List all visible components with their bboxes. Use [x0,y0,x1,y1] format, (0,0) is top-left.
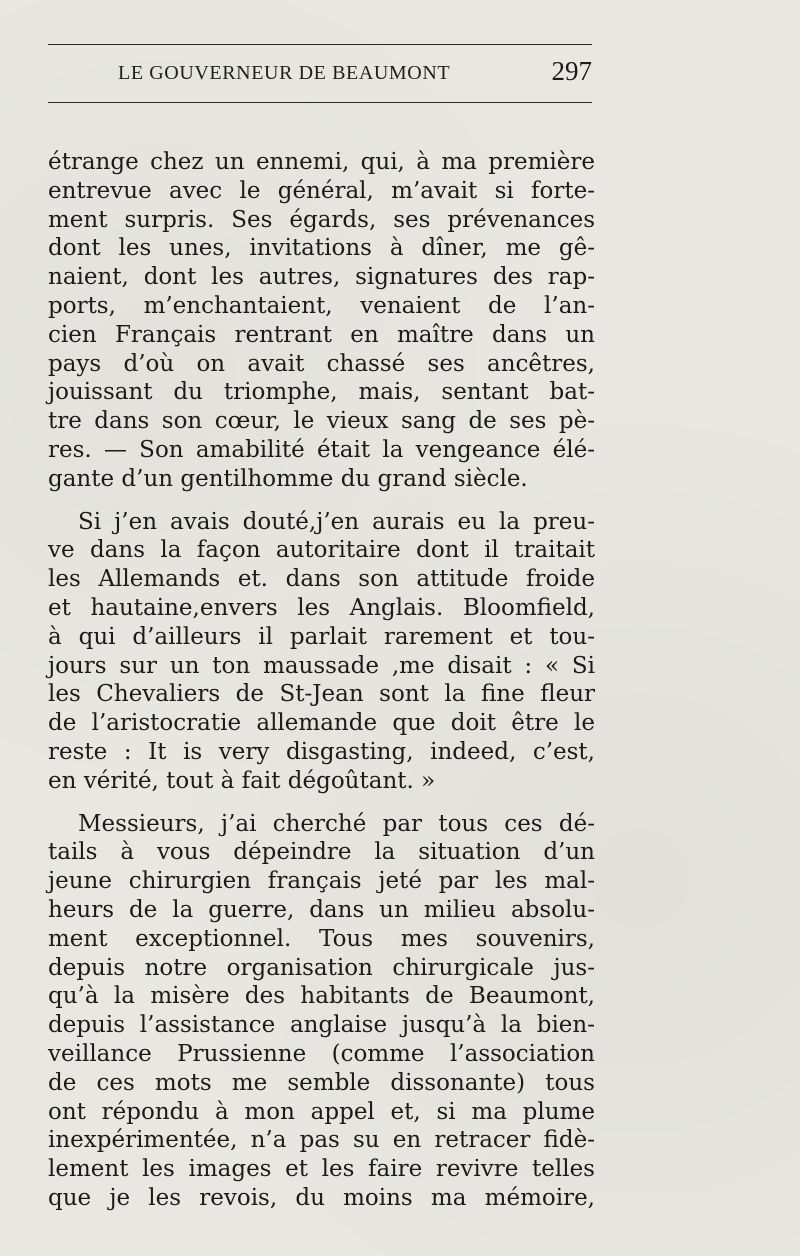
text-line: et hautaine,envers les Anglais. Bloomfield, [48,594,595,621]
paragraph [48,148,595,494]
text-line: res. — Son amabilité était la vengeance élé- [48,436,595,463]
text-line: étrange chez un ennemi, qui, à ma première [48,149,595,175]
text-line: à qui d’ailleurs il parlait rarement et tou- [48,623,595,650]
text-line: depuis notre organisation chirurgicale jus- [48,954,595,981]
text-line: pays d’où on avait chassé ses ancêtres, [48,350,595,377]
text-line: jouissant du triomphe, mais, sentant bat- [48,379,595,406]
text-line: Si j’en avais douté,j’en aurais eu la preu- [78,508,595,535]
text-line: de ces mots me semble dissonante) tous [48,1069,595,1096]
text-line: en vérité, tout à fait dégoûtant. » [48,767,436,794]
text-line: naient, dont les autres, signatures des rap- [48,264,595,291]
header-rule-top [48,44,592,45]
text-line: les Chevaliers de St-Jean sont la fine fleur [48,681,595,708]
header-rule-bottom [48,102,592,103]
text-line: cien Français rentrant en maître dans un [48,321,595,348]
text-line: les Allemands et. dans son attitude froide [48,566,595,593]
text-line: tails à vous dépeindre la situation d’un [48,839,595,866]
text-line: qu’à la misère des habitants de Beaumont, [48,983,595,1010]
text-line: que je les revois, du moins ma mémoire, [48,1184,595,1211]
text-line: ports, m’enchantaient, venaient de l’an- [48,292,595,319]
body-text [48,148,595,1213]
text-line: inexpérimentée, n’a pas su en retracer fidè- [48,1127,595,1154]
page-header [48,56,592,92]
text-line: reste : It is very disgasting, indeed, c’est, [48,738,595,765]
text-line: ment surpris. Ses égards, ses prévenances [48,206,595,233]
running-title: LE GOUVERNEUR DE BEAUMONT [118,62,451,84]
text-line: gante d’un gentilhomme du grand siècle. [48,465,528,492]
text-line: ve dans la façon autoritaire dont il traitait [48,537,595,564]
text-line: heurs de la guerre, dans un milieu absolu- [48,896,595,923]
text-line: jeune chirurgien français jeté par les mal- [48,868,595,895]
text-line: tre dans son cœur, le vieux sang de ses pè- [48,408,595,435]
text-line: depuis l’assistance anglaise jusqu’à la bien- [48,1012,595,1039]
paragraph [48,508,595,796]
text-line: Messieurs, j’ai cherché par tous ces dé- [78,810,595,837]
page-number: 297 [551,56,592,86]
text-line: lement les images et les faire revivre telles [48,1156,595,1183]
text-line: ment exceptionnel. Tous mes souvenirs, [48,925,595,952]
text-line: dont les unes, invitations à dîner, me gê- [48,235,595,262]
text-line: veillance Prussienne (comme l’association [48,1040,595,1067]
text-line: de l’aristocratie allemande que doit être le [48,710,595,737]
text-line: entrevue avec le général, m’avait si forte- [48,177,595,204]
paragraph [48,810,595,1213]
text-line: jours sur un ton maussade ,me disait : « Si [48,652,595,679]
text-line: ont répondu à mon appel et, si ma plume [48,1098,595,1125]
